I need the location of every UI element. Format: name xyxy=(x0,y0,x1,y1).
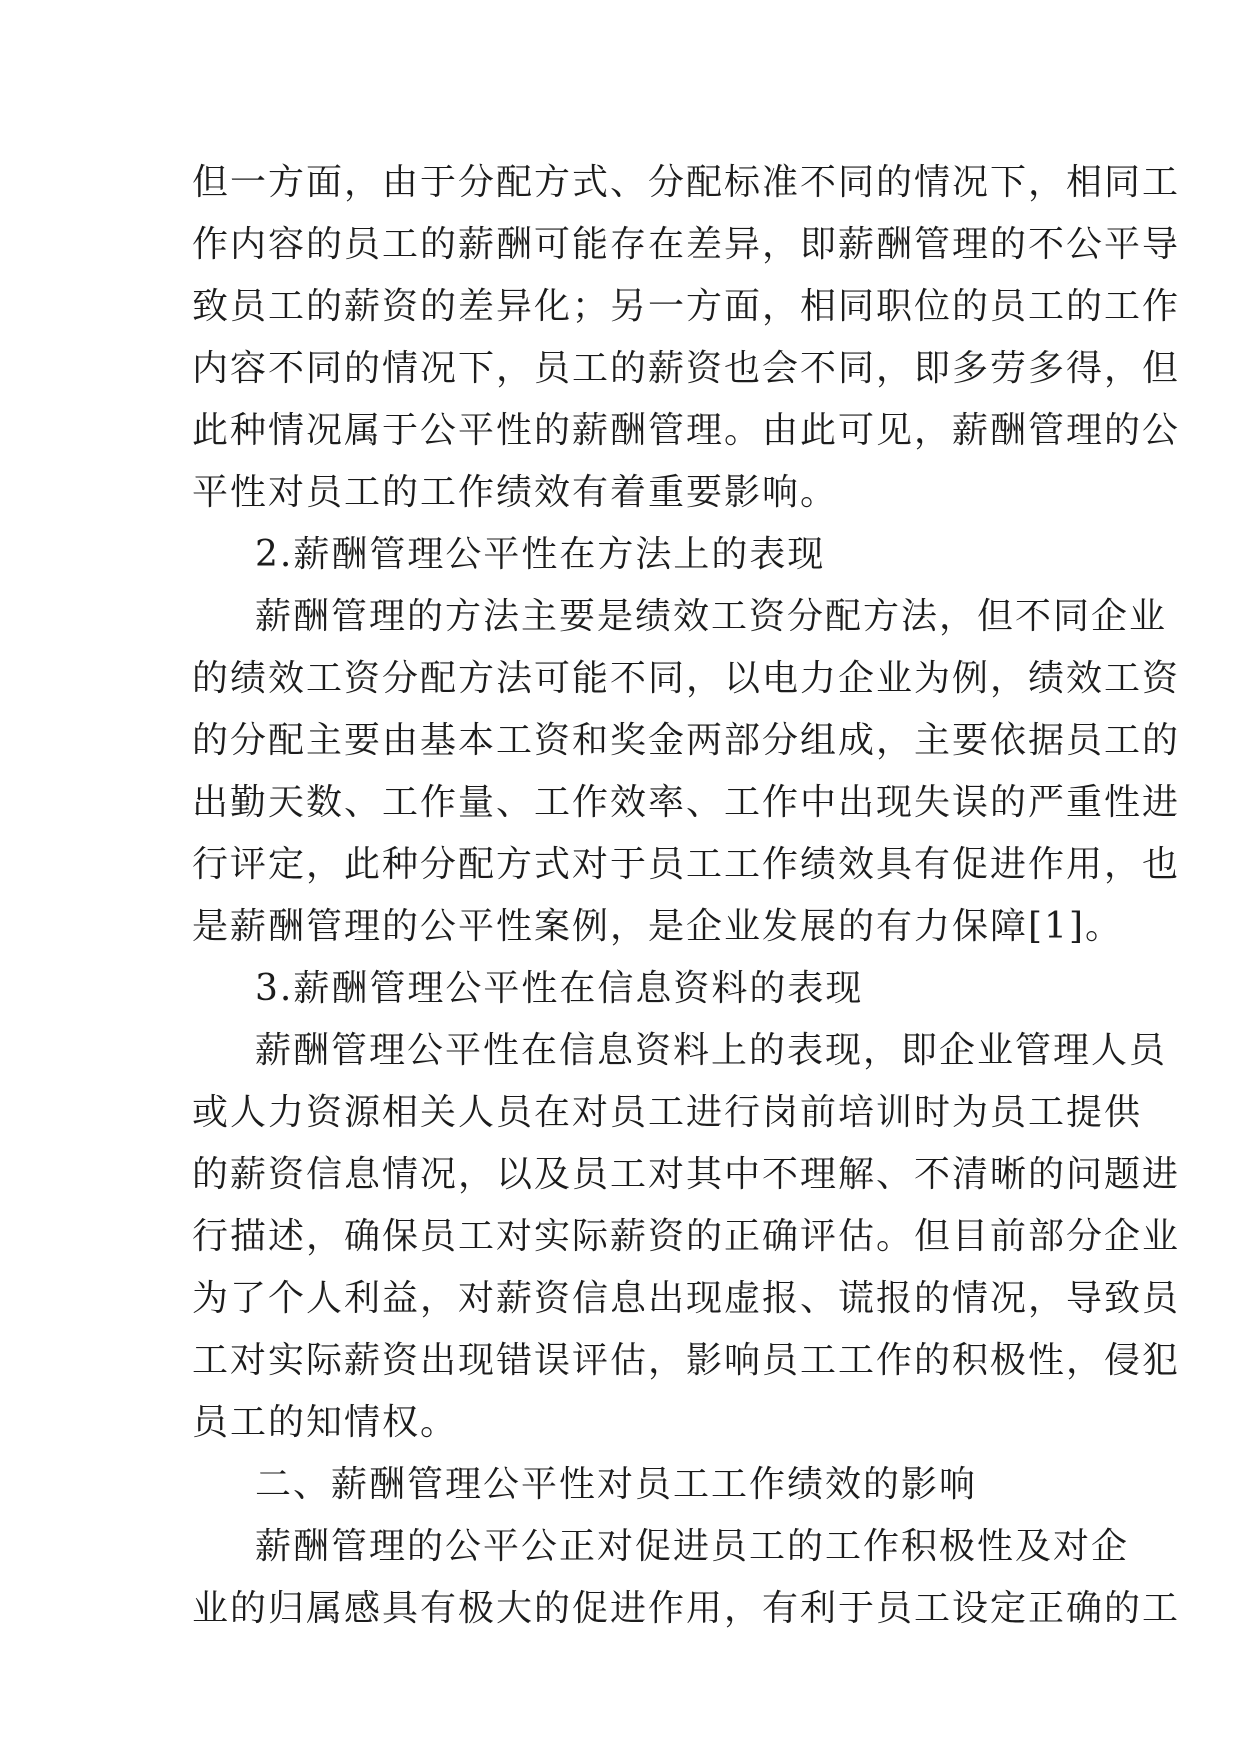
section-heading: 2.薪酬管理公平性在方法上的表现 xyxy=(255,534,826,575)
document-page xyxy=(192,152,1181,1640)
text-line: 为了个人利益，对薪资信息出现虚报、谎报的情况，导致员 xyxy=(192,1278,1181,1319)
text-line: 的绩效工资分配方法可能不同，以电力企业为例，绩效工资 xyxy=(192,658,1181,699)
text-line: 出勤天数、工作量、工作效率、工作中出现失误的严重性进 xyxy=(192,782,1181,823)
text-line: 薪酬管理的公平公正对促进员工的工作积极性及对企 xyxy=(255,1526,1130,1567)
text-line: 平性对员工的工作绩效有着重要影响。 xyxy=(192,472,839,513)
text-line: 薪酬管理的方法主要是绩效工资分配方法，但不同企业 xyxy=(255,596,1168,637)
text-line: 薪酬管理公平性在信息资料上的表现，即企业管理人员 xyxy=(255,1030,1168,1071)
paragraph xyxy=(192,152,1181,524)
text-line: 的分配主要由基本工资和奖金两部分组成，主要依据员工的 xyxy=(192,720,1181,761)
text-line: 内容不同的情况下，员工的薪资也会不同，即多劳多得，但 xyxy=(192,348,1181,389)
text-line: 员工的知情权。 xyxy=(192,1402,459,1443)
text-line: 行描述，确保员工对实际薪资的正确评估。但目前部分企业 xyxy=(192,1216,1181,1257)
text-line: 作内容的员工的薪酬可能存在差异，即薪酬管理的不公平导 xyxy=(192,224,1181,265)
text-line: 的薪资信息情况，以及员工对其中不理解、不清晰的问题进 xyxy=(192,1154,1181,1195)
text-line: 此种情况属于公平性的薪酬管理。由此可见，薪酬管理的公 xyxy=(192,410,1181,451)
text-line: 工对实际薪资出现错误评估，影响员工工作的积极性，侵犯 xyxy=(192,1340,1181,1381)
text-line: 或人力资源相关人员在对员工进行岗前培训时为员工提供 xyxy=(192,1092,1143,1133)
text-line: 致员工的薪资的差异化；另一方面，相同职位的员工的工作 xyxy=(192,286,1181,327)
paragraph xyxy=(192,1020,1181,1454)
text-line: 行评定，此种分配方式对于员工工作绩效具有促进作用，也 xyxy=(192,844,1181,885)
text-line: 但一方面，由于分配方式、分配标准不同的情况下，相同工 xyxy=(192,162,1181,203)
paragraph xyxy=(192,586,1181,958)
section-heading: 3.薪酬管理公平性在信息资料的表现 xyxy=(255,968,864,1009)
section-heading: 二、薪酬管理公平性对员工工作绩效的影响 xyxy=(255,1464,978,1505)
text-line: 是薪酬管理的公平性案例，是企业发展的有力保障[1]。 xyxy=(192,906,1123,947)
paragraph xyxy=(192,1516,1181,1640)
text-line: 业的归属感具有极大的促进作用，有利于员工设定正确的工 xyxy=(192,1588,1181,1629)
